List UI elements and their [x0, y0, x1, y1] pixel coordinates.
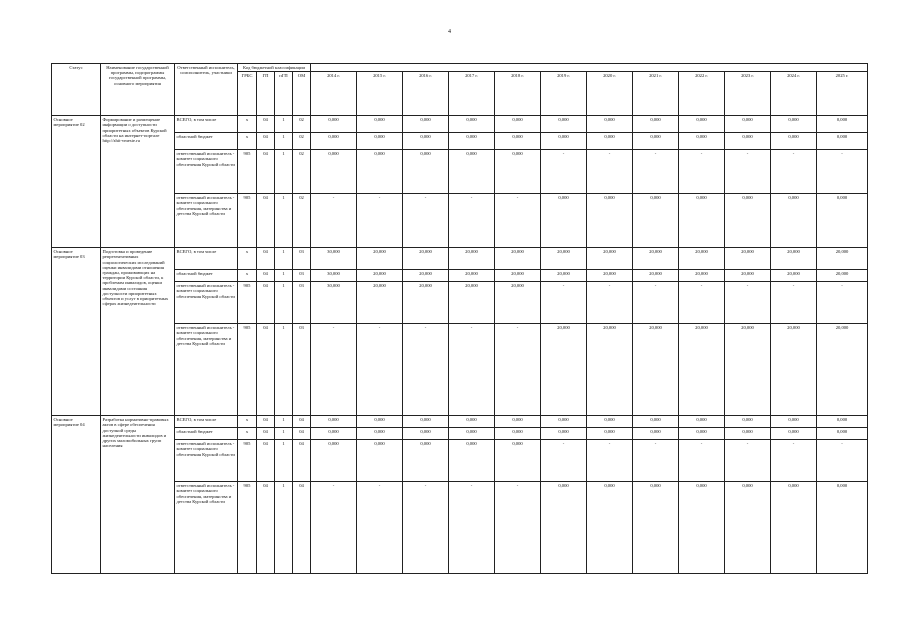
value-cell: -	[679, 150, 725, 194]
section-status: Основное мероприятие 04	[52, 416, 101, 574]
value-cell: -	[725, 282, 771, 324]
header-code: ГП	[257, 72, 275, 116]
code-cell: x	[238, 416, 257, 428]
table-row	[52, 270, 868, 282]
value-cell: 20,000	[357, 282, 403, 324]
value-cell: 0,000	[679, 116, 725, 133]
executor-cell: ответственный исполнитель - комитет социального обеспечения Курской области	[175, 150, 238, 194]
value-cell: 0,000	[771, 116, 817, 133]
table-row	[52, 482, 868, 574]
value-cell: 20,000	[541, 248, 587, 270]
value-cell: 0,000	[725, 194, 771, 248]
code-cell: 04	[257, 248, 275, 270]
header-year: 2015 г.	[357, 72, 403, 116]
value-cell: 0,000	[587, 194, 633, 248]
value-cell: -	[357, 482, 403, 574]
value-cell: 0,000	[771, 482, 817, 574]
code-cell: 04	[293, 428, 311, 440]
code-cell: 1	[275, 282, 293, 324]
value-cell: -	[587, 282, 633, 324]
value-cell: -	[495, 194, 541, 248]
value-cell: 0,000	[357, 150, 403, 194]
value-cell: 0,000	[495, 133, 541, 150]
value-cell: -	[311, 194, 357, 248]
code-cell: 1	[275, 194, 293, 248]
value-cell: -	[817, 150, 868, 194]
value-cell: 20,000	[449, 270, 495, 282]
table-row	[52, 440, 868, 482]
value-cell: 20,000	[587, 270, 633, 282]
code-cell: 03	[293, 248, 311, 270]
header-year: 2022 г.	[679, 72, 725, 116]
value-cell: 20,000	[725, 248, 771, 270]
value-cell: -	[403, 324, 449, 416]
value-cell: 0,000	[725, 482, 771, 574]
value-cell: 20,000	[725, 270, 771, 282]
code-cell: 1	[275, 428, 293, 440]
value-cell: 0,000	[725, 133, 771, 150]
value-cell: 0,000	[449, 116, 495, 133]
value-cell: 20,000	[541, 324, 587, 416]
value-cell: 0,000	[817, 194, 868, 248]
executor-cell: ВСЕГО, в том числе	[175, 248, 238, 270]
table-row	[52, 282, 868, 324]
value-cell: -	[357, 194, 403, 248]
code-cell: 1	[275, 116, 293, 133]
value-cell: 0,000	[771, 416, 817, 428]
value-cell: 20,000	[725, 324, 771, 416]
value-cell: -	[495, 482, 541, 574]
executor-cell: ответственный исполнитель - комитет социального обеспечения, материнства и детства Курской области	[175, 482, 238, 574]
value-cell: 0,000	[495, 150, 541, 194]
value-cell: 0,000	[495, 428, 541, 440]
value-cell: 0,000	[587, 428, 633, 440]
value-cell: 0,000	[357, 416, 403, 428]
header-row	[52, 64, 868, 72]
value-cell: 20,000	[587, 324, 633, 416]
value-cell: 20,000	[357, 270, 403, 282]
value-cell: -	[403, 194, 449, 248]
value-cell: 20,000	[633, 324, 679, 416]
value-cell: -	[771, 282, 817, 324]
header-code-group: Код бюджетной классификации	[238, 64, 311, 72]
value-cell: -	[771, 150, 817, 194]
code-cell: 02	[293, 150, 311, 194]
value-cell: 0,000	[817, 428, 868, 440]
value-cell: 0,000	[587, 416, 633, 428]
section-name: Подготовка и проведение репрезентативных социологических исследований оценки инвалидами отношения граждан, проживающих на территории Курской области, к проблемам инвалидов, оценки инвалидами состояния доступности приоритетных объектов и услуг в приоритетных сферах жизнедеятельности	[101, 248, 175, 416]
value-cell: 0,000	[403, 133, 449, 150]
value-cell: 0,000	[311, 116, 357, 133]
header-year: 2021 г.	[633, 72, 679, 116]
table-body	[52, 64, 868, 574]
value-cell: -	[357, 324, 403, 416]
value-cell: 30,000	[311, 248, 357, 270]
value-cell: 0,000	[311, 440, 357, 482]
value-cell: 20,000	[403, 248, 449, 270]
value-cell: 0,000	[449, 428, 495, 440]
value-cell: 0,000	[495, 416, 541, 428]
value-cell: 0,000	[771, 194, 817, 248]
value-cell: -	[725, 440, 771, 482]
header-code: пГП	[275, 72, 293, 116]
budget-table	[51, 63, 868, 574]
value-cell: 20,000	[495, 248, 541, 270]
value-cell: 0,000	[633, 116, 679, 133]
code-cell: 02	[293, 133, 311, 150]
code-cell: 905	[238, 282, 257, 324]
value-cell: 0,000	[817, 416, 868, 428]
executor-cell: ответственный исполнитель - комитет социального обеспечения, материнства и детства Курской области	[175, 324, 238, 416]
table-row	[52, 324, 868, 416]
table-row	[52, 428, 868, 440]
code-cell: 1	[275, 440, 293, 482]
code-cell: 1	[275, 416, 293, 428]
value-cell: 20,000	[679, 248, 725, 270]
code-cell: 04	[257, 440, 275, 482]
executor-cell: ответственный исполнитель - комитет социального обеспечения Курской области	[175, 440, 238, 482]
value-cell: 20,000	[817, 248, 868, 270]
value-cell: 0,000	[541, 116, 587, 133]
value-cell: 30,000	[311, 282, 357, 324]
value-cell: 0,000	[633, 194, 679, 248]
value-cell: 0,000	[633, 416, 679, 428]
code-cell: 04	[293, 416, 311, 428]
value-cell: 0,000	[449, 416, 495, 428]
code-cell: 04	[257, 324, 275, 416]
executor-cell: областной бюджет	[175, 428, 238, 440]
header-year: 2024 г.	[771, 72, 817, 116]
code-cell: 02	[293, 116, 311, 133]
value-cell: 20,000	[495, 270, 541, 282]
value-cell: 0,000	[495, 440, 541, 482]
value-cell: 0,000	[817, 116, 868, 133]
value-cell: -	[541, 282, 587, 324]
value-cell: -	[311, 324, 357, 416]
header-years-spacer	[311, 64, 868, 72]
value-cell: 0,000	[495, 116, 541, 133]
value-cell: 0,000	[357, 133, 403, 150]
code-cell: 04	[257, 282, 275, 324]
value-cell: 0,000	[403, 428, 449, 440]
value-cell: 0,000	[541, 416, 587, 428]
code-cell: 905	[238, 150, 257, 194]
value-cell: 0,000	[541, 482, 587, 574]
value-cell: 0,000	[311, 416, 357, 428]
value-cell: -	[449, 194, 495, 248]
header-code: ОМ	[293, 72, 311, 116]
code-cell: 04	[257, 428, 275, 440]
value-cell: 20,000	[449, 282, 495, 324]
value-cell: -	[725, 150, 771, 194]
code-cell: x	[238, 270, 257, 282]
value-cell: 0,000	[771, 428, 817, 440]
code-cell: 04	[257, 194, 275, 248]
value-cell: 0,000	[403, 150, 449, 194]
header-name: Наименование государственной программы, подпрограммы государственной программы, основного мероприятия	[101, 64, 175, 116]
value-cell: 0,000	[587, 482, 633, 574]
header-year: 2018 г.	[495, 72, 541, 116]
value-cell: -	[541, 150, 587, 194]
header-year: 2016 г.	[403, 72, 449, 116]
value-cell: -	[679, 282, 725, 324]
value-cell: -	[817, 282, 868, 324]
value-cell: 20,000	[633, 248, 679, 270]
value-cell: 20,000	[357, 248, 403, 270]
executor-cell: ответственный исполнитель - комитет социального обеспечения Курской области	[175, 282, 238, 324]
code-cell: x	[238, 133, 257, 150]
value-cell: 0,000	[725, 428, 771, 440]
value-cell: -	[541, 440, 587, 482]
value-cell: 0,000	[357, 116, 403, 133]
code-cell: 04	[257, 270, 275, 282]
value-cell: 20,000	[679, 270, 725, 282]
code-cell: 04	[293, 482, 311, 574]
code-cell: 905	[238, 482, 257, 574]
code-cell: 1	[275, 248, 293, 270]
value-cell: -	[495, 324, 541, 416]
executor-cell: областной бюджет	[175, 133, 238, 150]
table-row	[52, 150, 868, 194]
section-status: Основное мероприятие 03	[52, 248, 101, 416]
value-cell: 0,000	[725, 116, 771, 133]
value-cell: 0,000	[817, 482, 868, 574]
value-cell: 0,000	[633, 428, 679, 440]
value-cell: 20,000	[587, 248, 633, 270]
header-year: 2023 г.	[725, 72, 771, 116]
value-cell: 20,000	[541, 270, 587, 282]
code-cell: x	[238, 248, 257, 270]
value-cell: 0,000	[541, 194, 587, 248]
value-cell: -	[633, 440, 679, 482]
value-cell: 0,000	[311, 428, 357, 440]
value-cell: 0,000	[679, 428, 725, 440]
code-cell: 905	[238, 324, 257, 416]
code-cell: 1	[275, 324, 293, 416]
value-cell: -	[817, 440, 868, 482]
table-row	[52, 194, 868, 248]
code-cell: 04	[257, 133, 275, 150]
value-cell: 0,000	[357, 428, 403, 440]
table-row	[52, 248, 868, 270]
table-row	[52, 133, 868, 150]
value-cell: 0,000	[771, 133, 817, 150]
value-cell: 20,000	[495, 282, 541, 324]
value-cell: -	[633, 282, 679, 324]
code-cell: 04	[257, 416, 275, 428]
code-cell: 04	[257, 150, 275, 194]
value-cell: 0,000	[311, 133, 357, 150]
executor-cell: ответственный исполнитель - комитет социального обеспечения, материнства и детства Курской области	[175, 194, 238, 248]
value-cell: 0,000	[817, 133, 868, 150]
value-cell: 20,000	[633, 270, 679, 282]
value-cell: -	[587, 440, 633, 482]
code-cell: 04	[257, 482, 275, 574]
value-cell: -	[449, 324, 495, 416]
value-cell: 30,000	[311, 270, 357, 282]
code-cell: 1	[275, 270, 293, 282]
code-cell: 03	[293, 282, 311, 324]
header-code: ГРБС	[238, 72, 257, 116]
value-cell: 20,000	[817, 324, 868, 416]
code-cell: 1	[275, 150, 293, 194]
value-cell: -	[633, 150, 679, 194]
value-cell: 0,000	[679, 416, 725, 428]
header-year: 2025 г.	[817, 72, 868, 116]
section-name: Формирование и размещение информации о доступности приоритетных объектов Курской области на интернет-портале http://zhit-vmeste.ru	[101, 116, 175, 248]
code-cell: x	[238, 428, 257, 440]
value-cell: 20,000	[771, 324, 817, 416]
value-cell: -	[587, 150, 633, 194]
value-cell: 0,000	[679, 133, 725, 150]
code-cell: 03	[293, 270, 311, 282]
value-cell: 0,000	[633, 482, 679, 574]
value-cell: -	[679, 440, 725, 482]
executor-cell: ВСЕГО, в том числе	[175, 416, 238, 428]
value-cell: 20,000	[771, 270, 817, 282]
value-cell: 0,000	[679, 194, 725, 248]
value-cell: 0,000	[403, 116, 449, 133]
value-cell: 0,000	[541, 133, 587, 150]
value-cell: 20,000	[403, 282, 449, 324]
executor-cell: ВСЕГО, в том числе	[175, 116, 238, 133]
executor-cell: областной бюджет	[175, 270, 238, 282]
header-year: 2019 г.	[541, 72, 587, 116]
value-cell: 20,000	[679, 324, 725, 416]
code-cell: 905	[238, 194, 257, 248]
code-cell: 03	[293, 324, 311, 416]
section-status: Основное мероприятие 02	[52, 116, 101, 248]
value-cell: 20,000	[403, 270, 449, 282]
page-number: 4	[448, 29, 451, 35]
code-cell: 04	[257, 116, 275, 133]
value-cell: 0,000	[587, 133, 633, 150]
value-cell: 0,000	[725, 416, 771, 428]
header-executor: Ответственный исполнитель, соисполнитель, участники	[175, 64, 238, 116]
code-cell: 02	[293, 194, 311, 248]
code-cell: 1	[275, 482, 293, 574]
header-year: 2020 г.	[587, 72, 633, 116]
value-cell: 0,000	[403, 416, 449, 428]
value-cell: 0,000	[449, 440, 495, 482]
value-cell: 0,000	[449, 133, 495, 150]
value-cell: 0,000	[403, 440, 449, 482]
value-cell: 0,000	[449, 150, 495, 194]
value-cell: -	[449, 482, 495, 574]
code-cell: 04	[293, 440, 311, 482]
value-cell: -	[771, 440, 817, 482]
code-cell: 905	[238, 440, 257, 482]
header-year: 2017 г.	[449, 72, 495, 116]
table-row	[52, 116, 868, 133]
value-cell: -	[403, 482, 449, 574]
value-cell: 0,000	[311, 150, 357, 194]
header-status: Статус	[52, 64, 101, 116]
code-cell: 1	[275, 133, 293, 150]
value-cell: 0,000	[633, 133, 679, 150]
value-cell: 20,000	[449, 248, 495, 270]
value-cell: 20,000	[771, 248, 817, 270]
value-cell: -	[311, 482, 357, 574]
value-cell: 0,000	[679, 482, 725, 574]
section-name: Разработка нормативно-правовых актов в сфере обеспечения доступной среды жизнедеятельности инвалидов и других маломобильных групп населения	[101, 416, 175, 574]
value-cell: 0,000	[541, 428, 587, 440]
table-row	[52, 416, 868, 428]
code-cell: x	[238, 116, 257, 133]
value-cell: 0,000	[587, 116, 633, 133]
value-cell: 0,000	[357, 440, 403, 482]
value-cell: 20,000	[817, 270, 868, 282]
header-year: 2014 г.	[311, 72, 357, 116]
